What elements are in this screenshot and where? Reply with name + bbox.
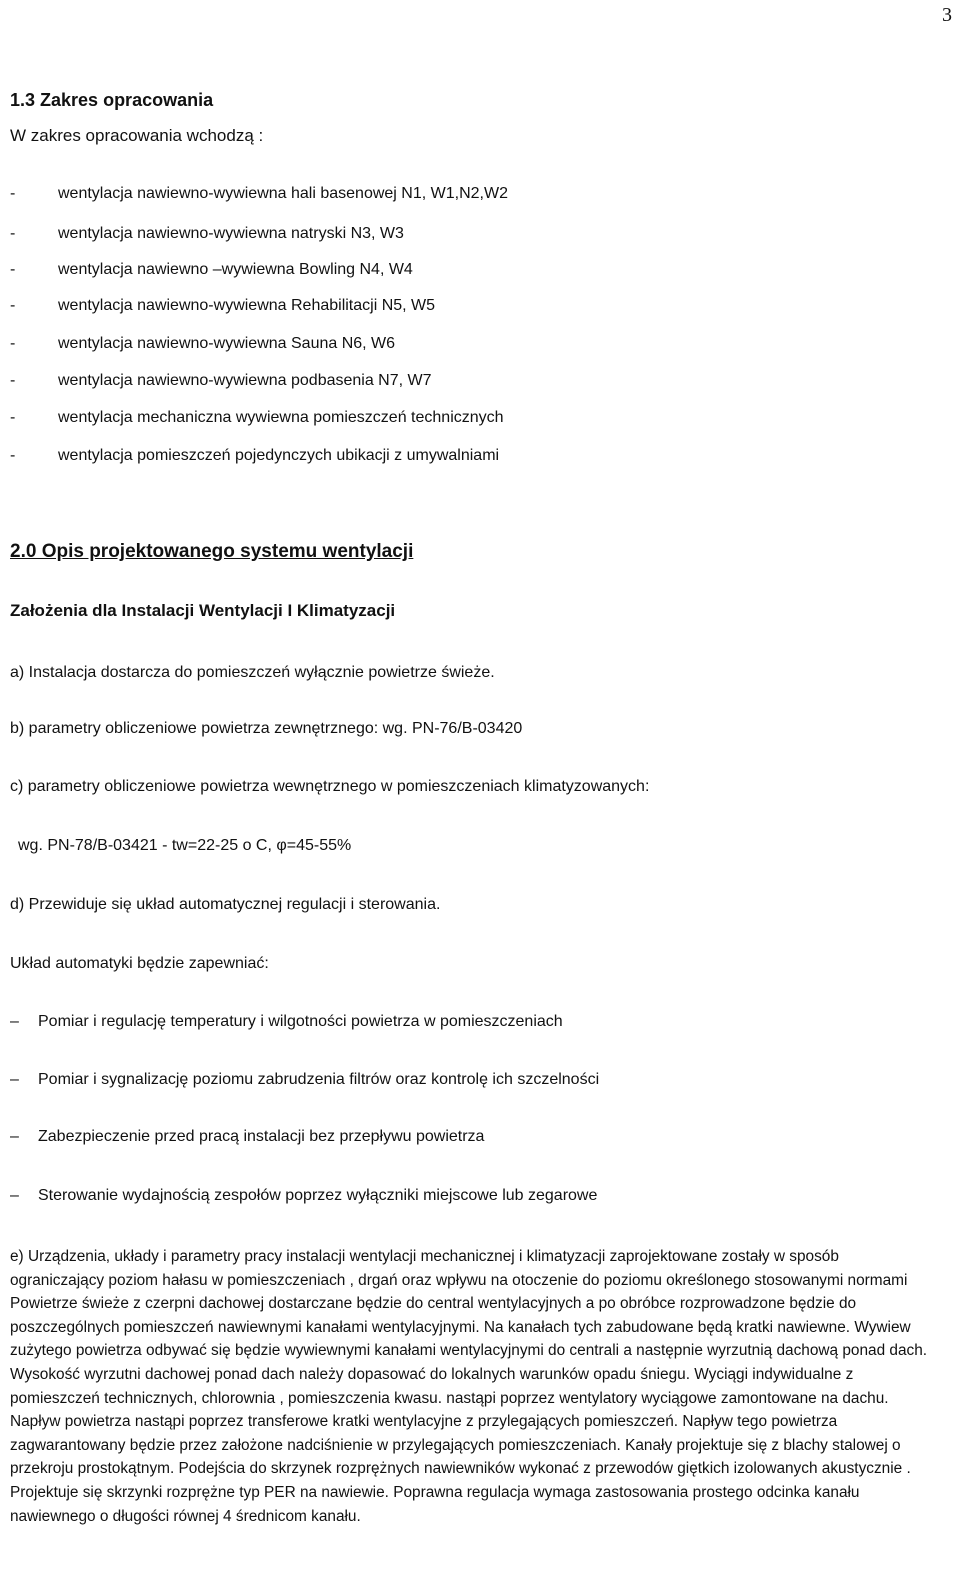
section-2-0-heading: 2.0 Opis projektowanego systemu wentylacji	[10, 541, 414, 562]
list-dash: -	[10, 372, 16, 389]
list-dash: –	[10, 1187, 19, 1204]
scope-item-text: wentylacja nawiewno-wywiewna hali basenowej N1, W1,N2,W2	[58, 185, 508, 202]
list-dash: –	[10, 1071, 19, 1088]
automation-item	[10, 1013, 563, 1031]
automation-item-text: Zabezpieczenie przed pracą instalacji bez przepływu powietrza	[38, 1128, 485, 1145]
scope-item-text: wentylacja nawiewno –wywiewna Bowling N4, W4	[58, 261, 413, 278]
scope-item	[10, 409, 504, 427]
list-dash: -	[10, 447, 16, 464]
paragraph-e: e) Urządzenia, układy i parametry pracy instalacji wentylacji mechanicznej i klimatyzacji zaprojektowane zostały w sposób ograniczający poziom hałasu w pomieszczeniach , drgań oraz wpływu na otoczenie do poziomu określonego stosowanymi normami Powietrze świeże z czerpni dachowej dostarczane będzie do central wentylacyjnych a po obróbce rozprowadzone będzie do poszczególnych pomieszczeń nawiewnymi kanałami wentylacyjnymi. Na kanałach tych zabudowane będą kratki nawiewne. Wywiew zużytego powietrza odbywać się będzie wywiewnymi kanałami wentylacyjnymi do centrali a następnie wyrzutnią dachową ponad dach. Wysokość wyrzutni dachowej ponad dach należy dopasować do lokalnych warunków opadu śniegu. Wyciągi indywidualne z pomieszczeń technicznych, chlorownia , pomieszczenia kwasu. nastąpi poprzez wentylatory wyciągowe zamontowane na dachu. Napływ powietrza nastąpi poprzez transferowe kratki wentylacyjne z przylegających pomieszczeń. Napływ tego powietrza zagwarantowany będzie przez założone nadciśnienie w przylegających pomieszczeniach. Kanały projektuje się z blachy stalowej o przekroju prostokątnym. Podejścia do skrzynek rozprężnych nawiewników wykonać z przewodów giętkich izolowanych akustycznie . Projektuje się skrzynki rozprężne typ PER na nawiewie. Poprawna regulacja wymaga zastosowania prostego odcinka kanału nawiewnego o długości równej 4 średnicom kanału.	[10, 1248, 928, 1525]
scope-intro: W zakres opracowania wchodzą :	[10, 126, 264, 145]
list-dash: -	[10, 335, 16, 352]
automation-intro: Układ automatyki będzie zapewniać:	[10, 955, 269, 972]
scope-item	[10, 261, 413, 279]
paragraph-b: b) parametry obliczeniowe powietrza zewnętrznego: wg. PN-76/B-03420	[10, 720, 523, 737]
list-dash: -	[10, 409, 16, 426]
scope-item	[10, 297, 435, 315]
automation-item	[10, 1128, 484, 1146]
scope-item-text: wentylacja nawiewno-wywiewna Rehabilitacji N5, W5	[58, 297, 436, 314]
scope-item-text: wentylacja mechaniczna wywiewna pomieszczeń technicznych	[58, 409, 504, 426]
scope-item	[10, 225, 404, 243]
list-dash: –	[10, 1128, 19, 1145]
list-dash: -	[10, 225, 16, 242]
scope-item	[10, 185, 508, 203]
paragraph-d: d) Przewiduje się układ automatycznej regulacji i sterowania.	[10, 896, 441, 913]
list-dash: -	[10, 297, 16, 314]
paragraph-c: c) parametry obliczeniowe powietrza wewnętrznego w pomieszczeniach klimatyzowanych:	[10, 778, 650, 795]
automation-item-text: Pomiar i sygnalizację poziomu zabrudzenia filtrów oraz kontrolę ich szczelności	[38, 1071, 600, 1088]
page-number: 3	[942, 4, 952, 26]
scope-item	[10, 335, 395, 353]
automation-item	[10, 1071, 599, 1089]
scope-item	[10, 372, 432, 390]
scope-item-text: wentylacja nawiewno-wywiewna Sauna N6, W6	[58, 335, 396, 352]
automation-item-text: Pomiar i regulację temperatury i wilgotności powietrza w pomieszczeniach	[38, 1013, 563, 1030]
list-dash: –	[10, 1013, 19, 1030]
list-dash: -	[10, 261, 16, 278]
section-1-3-heading: 1.3 Zakres opracowania	[10, 90, 214, 110]
automation-item-text: Sterowanie wydajnością zespołów poprzez wyłączniki miejscowe lub zegarowe	[38, 1187, 598, 1204]
automation-item	[10, 1187, 597, 1205]
paragraph-c-norm: wg. PN-78/B-03421 - tw=22-25 o C, φ=45-55%	[18, 837, 352, 854]
scope-item-text: wentylacja nawiewno-wywiewna natryski N3, W3	[58, 225, 404, 242]
scope-item-text: wentylacja pomieszczeń pojedynczych ubikacji z umywalniami	[58, 447, 500, 464]
scope-item-text: wentylacja nawiewno-wywiewna podbasenia N7, W7	[58, 372, 432, 389]
scope-item	[10, 447, 499, 465]
list-dash: -	[10, 185, 16, 202]
assumptions-heading: Założenia dla Instalacji Wentylacji I Klimatyzacji	[10, 601, 396, 620]
paragraph-a: a) Instalacja dostarcza do pomieszczeń wyłącznie powietrze świeże.	[10, 664, 495, 681]
